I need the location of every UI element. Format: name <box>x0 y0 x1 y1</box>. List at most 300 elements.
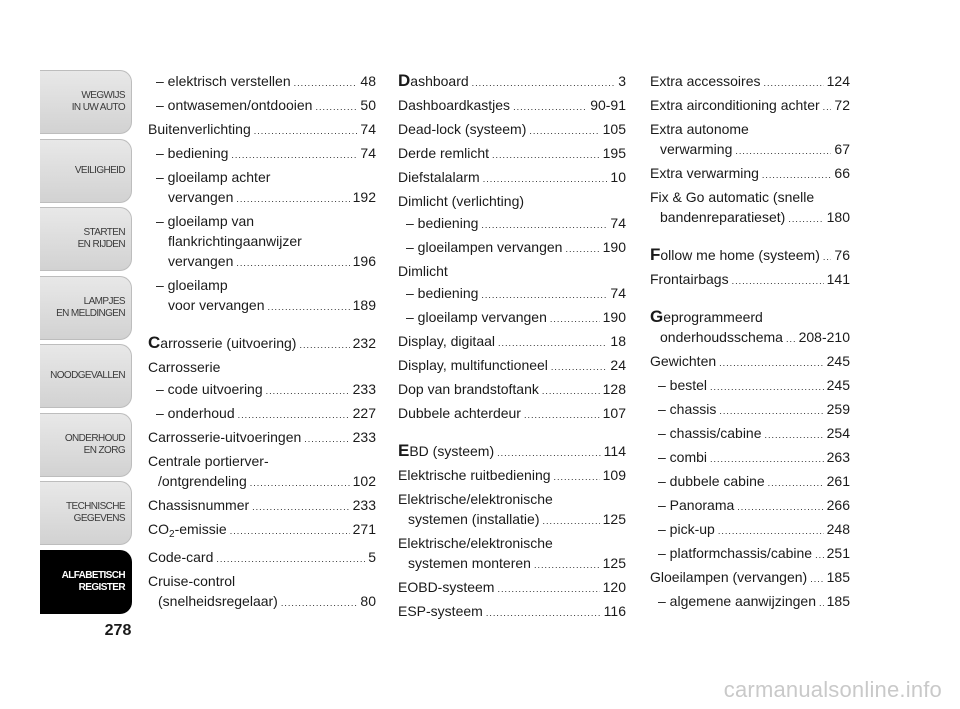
index-entry-text: – code uitvoering <box>156 381 263 397</box>
dot-leader <box>492 145 600 165</box>
index-entry <box>650 590 850 614</box>
dot-leader <box>710 449 824 469</box>
index-page-number: 141 <box>826 271 850 287</box>
index-page-number: 251 <box>826 545 850 561</box>
dot-leader <box>230 521 350 541</box>
index-column-1 <box>148 70 376 614</box>
index-entry <box>398 166 626 190</box>
index-entry-text: – algemene aanwijzingen <box>658 593 816 609</box>
index-entry <box>650 162 850 186</box>
index-entry-label <box>658 495 734 515</box>
index-entry-text: verwarming <box>660 141 733 157</box>
chapter-tab-2[interactable]: VEILIGHEID <box>40 139 132 203</box>
dot-leader <box>719 401 823 421</box>
index-entry-text: Extra accessoires <box>650 73 761 89</box>
chapter-tab-4[interactable]: LAMPJES EN MELDINGEN <box>40 276 132 340</box>
index-entry <box>650 470 850 494</box>
dot-leader <box>472 73 616 93</box>
index-page-number: 271 <box>352 521 376 537</box>
index-entry <box>148 426 376 450</box>
index-entry-label <box>660 139 732 159</box>
dot-leader <box>236 253 349 273</box>
index-entry-label <box>158 591 278 611</box>
index-entry-label <box>398 465 551 485</box>
index-entry-label <box>148 547 213 567</box>
index-entry-label <box>658 399 716 419</box>
dot-leader <box>823 247 832 267</box>
index-entry <box>650 118 850 162</box>
dot-leader <box>268 297 350 317</box>
index-entry <box>398 464 626 488</box>
dot-leader <box>252 497 350 517</box>
index-entry <box>148 546 376 570</box>
dot-leader <box>513 97 587 117</box>
index-entry-text: -emissie <box>174 521 227 537</box>
index-entry-label <box>148 119 251 139</box>
watermark: carmanualsonline.info <box>723 677 942 702</box>
dot-leader <box>554 467 600 487</box>
dot-leader <box>534 555 600 575</box>
index-entry-text: – combi <box>658 449 708 465</box>
index-page-number: 185 <box>826 593 850 609</box>
index-page-number: 195 <box>602 145 626 161</box>
index-entry-text: – bediening <box>156 145 229 161</box>
dot-leader <box>524 405 600 425</box>
index-entry <box>148 378 376 402</box>
index-entry-label <box>406 213 478 233</box>
dot-leader <box>737 497 823 517</box>
index-entry <box>650 350 850 374</box>
index-page-number: 48 <box>360 73 376 89</box>
index-entry <box>650 94 850 118</box>
index-entry-text: Elektrische/elektronische <box>398 535 553 551</box>
index-entry-text: Dubbele achterdeur <box>398 405 521 421</box>
index-entry-label <box>658 519 715 539</box>
index-entry <box>650 446 850 470</box>
index-entry-heading <box>156 167 376 187</box>
index-page-number: 261 <box>826 473 850 489</box>
dot-leader <box>294 73 358 93</box>
index-entry <box>650 374 850 398</box>
index-entry <box>650 566 850 590</box>
index-page-number: 3 <box>618 73 626 89</box>
index-entry-text: – gloeilamp achter <box>156 169 271 185</box>
index-entry-label <box>658 423 762 443</box>
index-entry-text: Dimlicht <box>398 263 448 279</box>
index-entry-text: systemen monteren <box>408 555 531 571</box>
chapter-tab-7[interactable]: TECHNISCHE GEGEVENS <box>40 481 132 545</box>
index-entry <box>650 422 850 446</box>
dot-leader <box>315 97 357 117</box>
dot-leader <box>498 333 607 353</box>
index-page-number: 80 <box>360 593 376 609</box>
index-page-number: 5 <box>368 549 376 565</box>
index-entry-text: Extra autonome <box>650 121 749 137</box>
index-entry-heading <box>650 307 850 327</box>
index-entry-text: Fix & Go automatic (snelle <box>650 189 815 205</box>
index-page-number: 74 <box>610 285 626 301</box>
index-entry <box>148 450 376 494</box>
index-entry-label <box>406 307 547 327</box>
dot-leader <box>823 97 832 117</box>
index-entry <box>398 260 626 282</box>
dot-leader <box>486 603 601 623</box>
dot-leader <box>543 511 600 531</box>
index-letter: G <box>650 307 664 326</box>
index-page-number: 125 <box>602 555 626 571</box>
index-entry-label <box>658 375 707 395</box>
dot-leader <box>216 549 365 569</box>
index-page-number: 24 <box>610 357 626 373</box>
dot-leader <box>550 309 600 329</box>
index-letter: F <box>650 245 661 264</box>
index-entry-text: /ontgrendeling <box>158 473 247 489</box>
index-entry <box>650 518 850 542</box>
index-entry-heading <box>156 211 376 231</box>
index-entry <box>148 402 376 426</box>
index-page-number: 185 <box>826 569 850 585</box>
index-entry-label <box>398 167 480 187</box>
index-entry <box>650 268 850 292</box>
index-entry-text: bandenreparatieset) <box>660 209 786 225</box>
index-entry-heading <box>398 261 626 281</box>
index-entry-label <box>148 495 249 515</box>
index-entry <box>148 332 376 356</box>
index-entry-text: Extra airconditioning achter <box>650 97 820 113</box>
index-entry <box>398 236 626 260</box>
index-entry-text: vervangen <box>168 189 234 205</box>
index-entry-heading <box>148 571 376 591</box>
index-entry <box>650 70 850 94</box>
index-entry-label <box>406 283 478 303</box>
index-page-number: 120 <box>602 579 626 595</box>
index-entry-text: Dop van brandstoftank <box>398 381 539 397</box>
index-page-number: 208-210 <box>798 329 850 345</box>
chapter-tab-3[interactable]: STARTEN EN RIJDEN <box>40 207 132 271</box>
index-entry-text: BD (systeem) <box>409 443 495 459</box>
index-page-number: 124 <box>826 73 850 89</box>
index-entry <box>398 532 626 576</box>
index-entry-label <box>398 95 510 115</box>
index-entry-text: EOBD-systeem <box>398 579 495 595</box>
index-entry-label <box>650 351 716 371</box>
index-entry-heading <box>650 187 850 207</box>
chapter-tab-5[interactable]: NOODGEVALLEN <box>40 344 132 408</box>
index-entry-label <box>398 403 521 423</box>
index-page-number: 233 <box>352 429 376 445</box>
index-entry <box>148 570 376 614</box>
index-entry-label <box>156 95 312 115</box>
index-entry-label <box>168 187 233 207</box>
index-page-number: 248 <box>826 521 850 537</box>
index-entry-label <box>398 143 489 163</box>
index-entry <box>398 330 626 354</box>
dot-leader <box>231 145 357 165</box>
index-entry-label <box>658 543 812 563</box>
dot-leader <box>732 271 824 291</box>
index-entry <box>398 576 626 600</box>
index-entry-text: – ontwasemen/ontdooien <box>156 97 313 113</box>
dot-leader <box>788 209 823 229</box>
index-page-number: 18 <box>610 333 626 349</box>
dot-leader <box>551 357 608 377</box>
index-entry-label <box>408 553 531 573</box>
index-entry-label <box>148 519 227 545</box>
index-entry-label <box>398 119 526 139</box>
index-entry-text: arrosserie (uitvoering) <box>160 335 297 351</box>
dot-leader <box>481 285 607 305</box>
index-page-number: 266 <box>826 497 850 513</box>
index-entry <box>650 244 850 268</box>
index-entry <box>398 402 626 426</box>
index-entry <box>398 118 626 142</box>
index-entry-text: Chassisnummer <box>148 497 250 513</box>
dot-leader <box>266 381 350 401</box>
index-column-2 <box>398 70 626 624</box>
index-page-number: 245 <box>826 353 850 369</box>
index-entry-text: Buitenverlichting <box>148 121 251 137</box>
index-entry-text: Dashboardkastjes <box>398 97 511 113</box>
index-page-number: 192 <box>352 189 376 205</box>
index-entry-label <box>658 591 816 611</box>
index-entry-text: eprogrammeerd <box>663 309 763 325</box>
dot-leader <box>483 169 608 189</box>
index-entry-text: – platformchassis/cabine <box>658 545 813 561</box>
index-entry <box>148 142 376 166</box>
dot-leader <box>810 569 823 589</box>
index-entry <box>650 494 850 518</box>
index-entry-text: – elektrisch verstellen <box>156 73 291 89</box>
index-entry <box>148 210 376 274</box>
index-entry-text: ESP-systeem <box>398 603 483 619</box>
index-entry-text: Elektrische/elektronische <box>398 491 553 507</box>
index-entry-text: Centrale portierver- <box>148 453 269 469</box>
index-entry <box>398 378 626 402</box>
dot-leader <box>718 521 824 541</box>
index-entry-label <box>650 567 807 587</box>
index-entry-text: – dubbele cabine <box>658 473 765 489</box>
index-page-number: 114 <box>603 443 626 459</box>
index-entry <box>398 142 626 166</box>
index-entry-label <box>650 163 759 183</box>
index-entry-label <box>168 251 233 271</box>
index-entry-text: – pick-up <box>658 521 715 537</box>
index-entry-text: – bediening <box>406 215 479 231</box>
index-entry <box>148 70 376 94</box>
dot-leader <box>250 473 350 493</box>
index-entry-heading <box>650 119 850 139</box>
index-entry <box>398 190 626 212</box>
index-entry-label <box>398 441 494 461</box>
index-entry-text: Display, multifunctioneel <box>398 357 548 373</box>
index-page-number: 233 <box>352 497 376 513</box>
index-entry-text: ollow me home (systeem) <box>660 247 820 263</box>
dot-leader <box>762 165 832 185</box>
index-entry <box>398 600 626 624</box>
index-entry-text: flankrichtingaanwijzer <box>168 233 302 249</box>
index-entry-text: Dimlicht (verlichting) <box>398 193 525 209</box>
index-entry-heading <box>148 357 376 377</box>
dot-leader <box>304 429 349 449</box>
index-entry-label <box>148 427 301 447</box>
index-page-number: 50 <box>360 97 376 113</box>
index-entry-label <box>148 333 296 353</box>
index-entry-text: – Panorama <box>658 497 735 513</box>
dot-leader <box>786 329 796 349</box>
index-entry <box>398 212 626 236</box>
index-entry-text: Code-card <box>148 549 214 565</box>
index-entry <box>148 356 376 378</box>
dot-leader <box>735 141 831 161</box>
index-entry-text: Frontairbags <box>650 271 729 287</box>
index-entry <box>148 518 376 546</box>
index-entry-label <box>156 71 291 91</box>
index-page-number: 125 <box>602 511 626 527</box>
index-entry-text: – chassis/cabine <box>658 425 762 441</box>
index-entry-label <box>398 379 539 399</box>
index-entry-label <box>398 355 548 375</box>
index-page-number: 10 <box>610 169 626 185</box>
index-entry-text: Gewichten <box>650 353 717 369</box>
index-entry-label <box>398 71 469 91</box>
chapter-tab-1[interactable]: WEGWIJS IN UW AUTO <box>40 70 132 134</box>
index-page-number: 196 <box>352 253 376 269</box>
chapter-tab-6[interactable]: ONDERHOUD EN ZORG <box>40 413 132 477</box>
index-entry <box>398 94 626 118</box>
index-entry <box>148 94 376 118</box>
dot-leader <box>299 335 349 355</box>
index-entry-text: – gloeilamp van <box>156 213 255 229</box>
index-entry-text: (snelheidsregelaar) <box>158 593 278 609</box>
index-entry-text: – bestel <box>658 377 708 393</box>
dot-leader <box>236 189 349 209</box>
index-entry-heading <box>398 533 626 553</box>
index-page-number: 189 <box>352 297 376 313</box>
index-entry-text: – onderhoud <box>156 405 235 421</box>
index-entry <box>398 282 626 306</box>
index-entry-text: vervangen <box>168 253 234 269</box>
index-page-number: 245 <box>826 377 850 393</box>
index-entry-text: – bediening <box>406 285 479 301</box>
index-entry-label <box>398 577 494 597</box>
index-page-number: 259 <box>826 401 850 417</box>
dot-leader <box>719 353 823 373</box>
index-entry-label <box>660 327 783 347</box>
index-page-number: 76 <box>834 247 850 263</box>
index-page-number: 116 <box>603 603 626 619</box>
index-page-number: 180 <box>826 209 850 225</box>
index-entry <box>650 542 850 566</box>
index-entry <box>148 118 376 142</box>
index-entry <box>398 70 626 94</box>
index-entry-label <box>406 237 562 257</box>
index-entry-text: Display, digitaal <box>398 333 496 349</box>
index-entry-label <box>658 447 707 467</box>
index-page-number: 227 <box>352 405 376 421</box>
index-entry-label <box>158 471 247 491</box>
index-page-number: 107 <box>602 405 626 421</box>
index-entry-text: onderhoudsschema <box>660 329 783 345</box>
index-entry <box>398 440 626 464</box>
index-entry-label <box>398 331 495 351</box>
dot-leader <box>565 239 599 259</box>
dot-leader <box>765 425 824 445</box>
page-number: 278 <box>104 622 132 639</box>
index-page-number: 74 <box>360 121 376 137</box>
index-page-number: 263 <box>826 449 850 465</box>
index-entry-label <box>650 71 760 91</box>
index-entry-text: ashboard <box>410 73 469 89</box>
index-entry-label <box>660 207 785 227</box>
dot-leader <box>529 121 599 141</box>
index-entry-text: systemen (installatie) <box>408 511 540 527</box>
index-entry-label <box>650 95 820 115</box>
index-page-number: 66 <box>834 165 850 181</box>
index-entry-text: Dead-lock (systeem) <box>398 121 527 137</box>
index-page-number: 232 <box>352 335 376 351</box>
dot-leader <box>497 579 599 599</box>
index-entry-text: – chassis <box>658 401 717 417</box>
index-entry-label <box>408 509 540 529</box>
index-entry-text: Gloeilampen (vervangen) <box>650 569 808 585</box>
index-entry-text: – gloeilampen vervangen <box>406 239 563 255</box>
index-page-number: 254 <box>826 425 850 441</box>
index-entry-label <box>650 269 729 289</box>
index-page-number: 233 <box>352 381 376 397</box>
index-entry <box>398 488 626 532</box>
dot-leader <box>481 215 607 235</box>
index-entry <box>650 186 850 230</box>
index-letter: D <box>398 71 411 90</box>
index-page-number: 74 <box>610 215 626 231</box>
index-entry-text: Carrosserie <box>148 359 221 375</box>
index-entry-text: Carrosserie-uitvoeringen <box>148 429 302 445</box>
index-entry <box>398 306 626 330</box>
co2-label: $CO_2$ <box>148 521 175 540</box>
index-page-number: 102 <box>352 473 376 489</box>
index-entry-text: – gloeilamp vervangen <box>406 309 547 325</box>
index-entry-heading <box>398 489 626 509</box>
index-entry-text: Diefstalalarm <box>398 169 480 185</box>
index-entry-heading <box>148 451 376 471</box>
dot-leader <box>815 545 824 565</box>
dot-leader <box>763 73 823 93</box>
index-entry <box>148 166 376 210</box>
dot-leader <box>254 121 358 141</box>
dot-leader <box>238 405 350 425</box>
index-page-number: 105 <box>602 121 626 137</box>
index-entry-label <box>156 403 235 423</box>
index-entry-label <box>650 245 820 265</box>
index-column-3 <box>650 70 850 614</box>
index-entry-text: Extra verwarming <box>650 165 759 181</box>
dot-leader <box>542 381 600 401</box>
index-letter: C <box>148 333 161 352</box>
index-entry-heading <box>156 275 376 295</box>
index-entry-text: Elektrische ruitbediening <box>398 467 551 483</box>
dot-leader <box>281 593 358 613</box>
chapter-tab-8[interactable]: ALFABETISCH REGISTER <box>40 550 132 614</box>
index-page-number: 190 <box>602 239 626 255</box>
index-entry-heading <box>398 191 626 211</box>
index-entry-label <box>658 471 765 491</box>
index-entry <box>148 494 376 518</box>
index-entry-text: – gloeilamp <box>156 277 228 293</box>
index-page-number: 90-91 <box>590 97 626 113</box>
index-page-number: 190 <box>602 309 626 325</box>
index-entry <box>650 306 850 350</box>
index-page-number: 72 <box>834 97 850 113</box>
